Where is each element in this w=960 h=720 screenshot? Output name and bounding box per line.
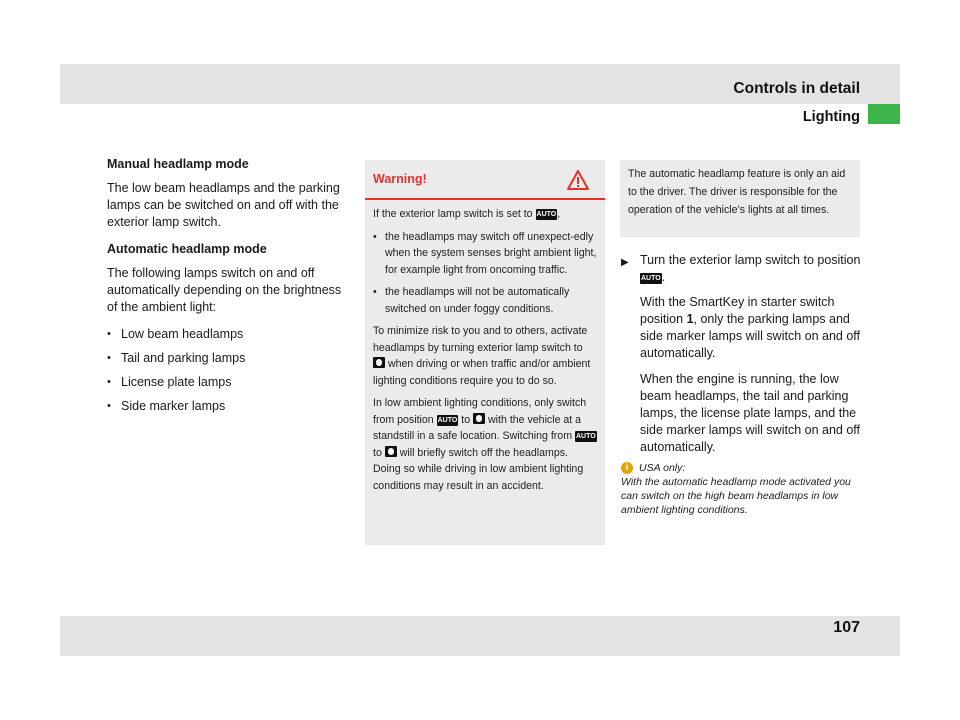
low-beam-headlamp-icon: [385, 446, 397, 457]
low-beam-headlamp-icon: [473, 413, 485, 424]
auto-icon: AUTO: [575, 433, 596, 440]
result-paragraph: With the SmartKey in starter switch position 1, only the parking lamps and side marker lamps will switch on and off automatically.: [640, 295, 860, 360]
warning-header: [365, 160, 605, 200]
footer-band: [60, 616, 900, 656]
section-marker: [868, 104, 900, 124]
result-paragraph: When the engine is running, the low beam headlamps, the tail and parking lamps, the license plate lamps, and the side marker lamps will switch on and off automatically.: [640, 372, 860, 454]
instruction-step: ▶ Turn the exterior lamp switch to position AUTO.: [621, 252, 861, 294]
auto-icon: AUTO: [641, 275, 661, 282]
page-number: 107: [833, 619, 860, 636]
warning-paragraph: In low ambient lighting conditions, only switch from position AUTO to with the vehicle at a standstill in a safe location. Switching from AUTO to will briefly switch off the headlamps. Doing so while driving in low ambient lighting conditions may result in an accident.: [373, 397, 596, 492]
usa-note: i USA only: With the automatic headlamp mode activated you can switch on the high beam headlamps in low ambient lighting conditions.: [621, 461, 861, 517]
left-column: [107, 156, 349, 422]
auto-heading: Automatic headlamp mode: [107, 242, 267, 256]
info-icon: i: [621, 462, 633, 474]
low-beam-headlamp-icon: [373, 357, 385, 368]
list-item: • Side marker lamps: [107, 399, 226, 413]
section-subtitle: Lighting: [802, 109, 860, 125]
arrow-icon: ▶: [621, 257, 629, 268]
manual-heading: Manual headlamp mode: [107, 157, 249, 171]
note-text: With the automatic headlamp mode activated you can switch on the high beam headlamps in low ambient lighting conditions.: [621, 476, 851, 516]
auto-icon: AUTO: [536, 211, 557, 218]
warning-triangle-icon: [567, 170, 589, 190]
list-item: • Low beam headlamps: [107, 327, 244, 341]
list-item: • the headlamps may switch off unexpect-edly when the system senses bright ambient light, for example light from oncoming traffic.: [373, 230, 597, 276]
right-column: [621, 252, 861, 465]
warning-title: Warning!: [373, 172, 427, 186]
auto-icon: AUTO: [437, 416, 458, 424]
manual-text: The low beam headlamps and the parking lamps can be switched on and off with the exterior lamp switch.: [107, 181, 340, 229]
info-box: [620, 160, 860, 237]
list-item: • Tail and parking lamps: [107, 351, 246, 365]
warning-paragraph: To minimize risk to you and to others, activate headlamps by turning exterior lamp switch to when driving or when traffic and/or ambient lighting conditions require you to do so.: [373, 325, 591, 387]
warning-box: [365, 160, 605, 545]
auto-text: The following lamps switch on and off automatically depending on the brightness of the ambient light:: [107, 266, 342, 314]
section-title: Controls in detail: [733, 80, 860, 97]
info-text: The automatic headlamp feature is only an aid to the driver. The driver is responsible for the operation of the vehicle’s lights at all times.: [628, 168, 846, 216]
list-item: • the headlamps will not be automatically switched on under foggy conditions.: [373, 286, 570, 315]
warning-intro: If the exterior lamp switch is set to AUTO,: [373, 208, 561, 220]
list-item: • License plate lamps: [107, 375, 232, 389]
